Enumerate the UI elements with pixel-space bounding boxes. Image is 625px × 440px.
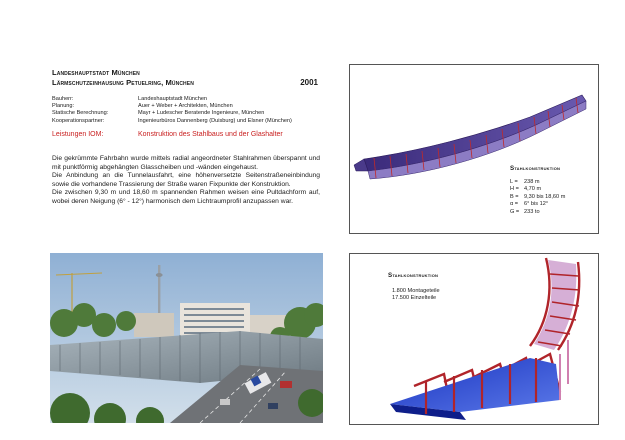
spec-line-parts: 17.500 Einzelteile [392,295,437,302]
info-row-partners [52,118,322,125]
spec-value: 9,30 bis 18,60 m [524,193,566,200]
services-row [52,131,322,138]
services-label: Leistungen IOM: [52,131,104,138]
description-paragraph-3: Die zwischen 9,30 m und 18,60 m spannenden Rahmen weisen eine Pultdachform auf, wobei deren Neigung (6° - 12°) harmonisch dem Lichtraumprofil anzupassen war. [52,189,320,205]
spec-value: 6° bis 12° [524,201,549,208]
spec-line-montage: 1.800 Montageteile [392,288,440,294]
services-value: Konstruktion des Stahlbaus und der Glashalter [138,131,283,138]
info-row-planning [52,103,322,110]
steel-structure-detail-figure [349,253,599,425]
spec-list-top [510,179,565,216]
description-paragraph-2: Die Anbindung an die Tunnelausfahrt, eine höhenversetzte Seitenstraßeneinbindung sowie die vorhandene Trassierung der Straße waren Fixpunkte der Konstruktion. [52,172,320,188]
site-photo [50,253,323,423]
spec-key: L = [510,179,518,185]
info-label: Statische Berechnung: [52,110,109,117]
project-year: 2001 [300,78,318,87]
spec-key: H = [510,186,519,193]
spec-list-bottom [392,288,440,303]
site-photo-drawing [50,253,323,423]
spec-value: 238 m [524,179,540,185]
spec-value: 233 to [524,208,540,215]
title-line-2: Lärmschutzeinhausung Petuelring, München [52,78,194,87]
spec-key: α = [510,201,519,208]
title-line-1: Landeshauptstadt München [52,68,140,77]
info-label: Bauherr: [52,96,74,102]
spec-row [510,186,565,193]
spec-key: B = [510,193,519,200]
info-row-client [52,96,322,103]
spec-row [510,209,565,216]
project-info-table [52,96,322,125]
info-label: Kooperationspartner: [52,117,105,124]
info-row-structural [52,110,322,117]
spec-row [510,179,565,186]
spec-title-top: Stahlkonstruktion [510,165,561,172]
info-value: Ingenieurbüros Dannenberg (Duisburg) und Elsner (München) [138,117,292,124]
spec-title-bottom: Stahlkonstruktion [388,272,439,279]
info-value: Auer + Weber + Architekten, München [138,103,233,110]
info-value: Mayr + Ludescher Beratende Ingenieure, München [138,110,265,117]
title-block [52,68,320,88]
info-label: Planung: [52,103,75,110]
project-description [52,155,320,207]
steel-structure-detail-drawing [350,254,600,426]
description-paragraph-1: Die gekrümmte Fahrbahn wurde mittels radial angeordneter Stahlrahmen überspannt und mit punktförmig abgehängten Glasscheiben und -wänden eingehaust. [52,155,320,171]
spec-row [510,194,565,201]
info-value: Landeshauptstadt München [138,96,208,102]
steel-structure-overview-figure [349,64,599,234]
spec-row [510,201,565,208]
spec-key: G = [510,208,520,215]
spec-value: 4,70 m [524,186,542,193]
